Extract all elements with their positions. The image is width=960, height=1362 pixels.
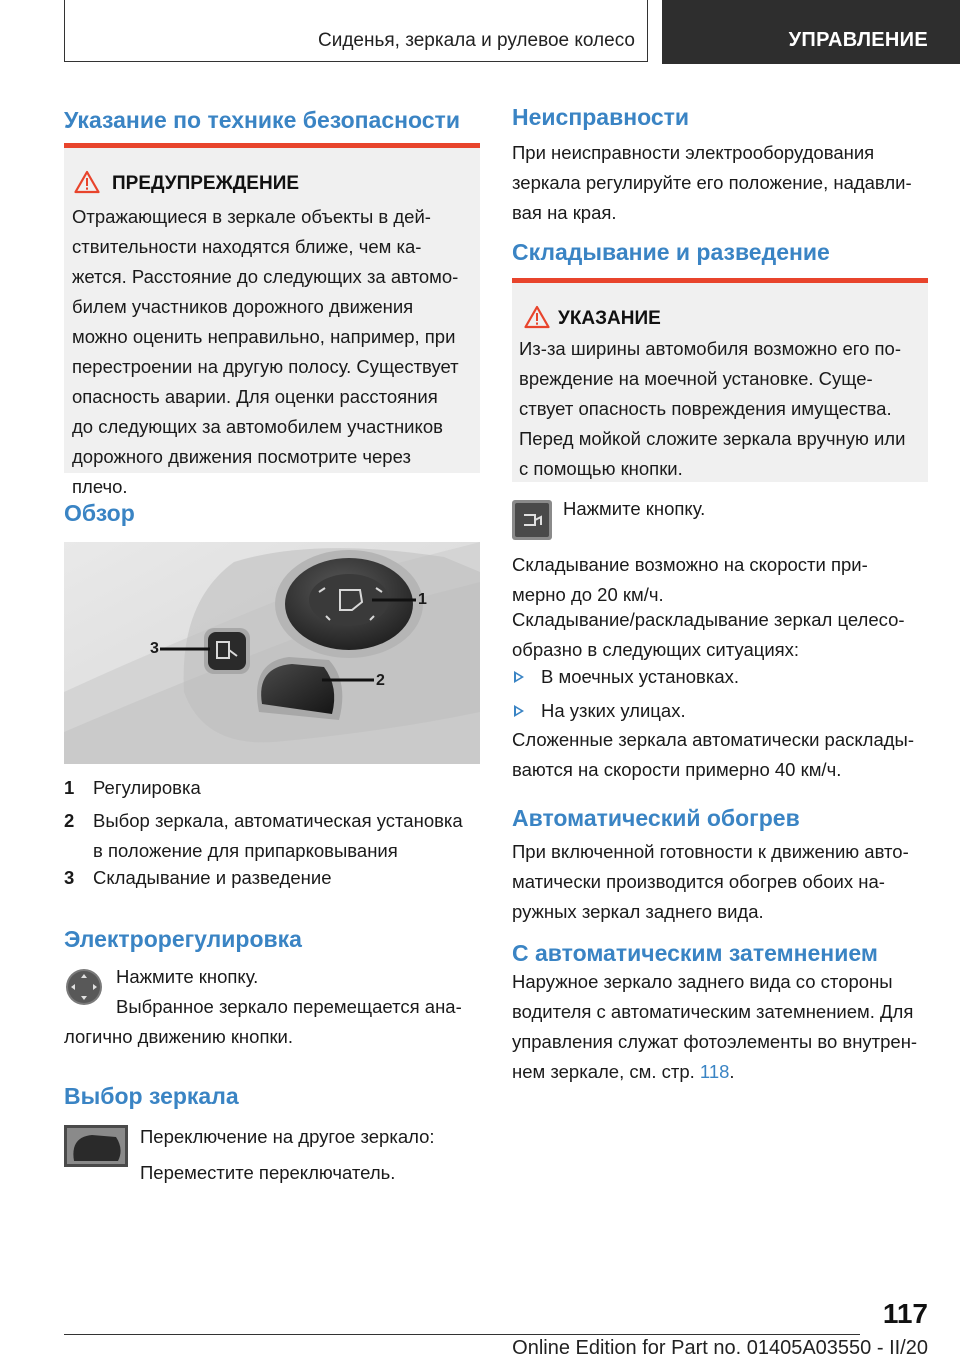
legend-text-3: Складывание и разведение — [93, 867, 332, 888]
electro-text: Нажмите кнопку. Выбранное зеркало перемещается ана- логично движению кнопки. — [64, 966, 462, 1047]
mirror-selector-switch-icon — [64, 1125, 128, 1167]
press-button-text: Нажмите кнопку. — [563, 498, 706, 519]
callout-1: 1 — [418, 591, 427, 608]
legend-num-3: 3 — [64, 867, 75, 888]
warning-title: ПРЕДУПРЕЖДЕНИЕ — [112, 173, 300, 194]
bullet-icon — [514, 671, 524, 683]
fault-heading: Неисправности — [512, 104, 690, 130]
footer-edition: Online Edition for Part no. 01405A03550 - II/20 — [512, 1337, 928, 1359]
page-number: 117 — [882, 1298, 928, 1329]
select-mirror-heading: Выбор зеркала — [64, 1083, 239, 1109]
callout-2: 2 — [376, 672, 385, 689]
select-mirror-text: Переключение на другое зеркало: Переместите переключатель. — [140, 1126, 435, 1183]
notice-title: УКАЗАНИЕ — [558, 308, 661, 329]
notice-triangle-icon — [524, 305, 550, 329]
auto-unfold-text: Сложенные зеркала автоматически расклады- ваются на скорости примерно 40 км/ч. — [512, 729, 915, 780]
legend-text-2: Выбор зеркала, автоматическая установка в положение для припарковывания — [93, 810, 463, 861]
fold-situations-text: Складывание/раскладывание зеркал целесо- образно в следующих ситуациях: — [512, 609, 905, 660]
fault-text: При неисправности электрооборудования зеркала регулируйте его положение, надавли- вая на края. — [512, 142, 912, 223]
footer-rule — [64, 1334, 860, 1335]
fold-speed-text: Складывание возможно на скорости при- мерно до 20 км/ч. — [512, 554, 868, 605]
safety-heading: Указание по технике безопасности — [64, 107, 460, 133]
mirror-controls-photo — [64, 542, 480, 764]
auto-dimming-heading: С автоматическим затемнением — [512, 940, 878, 966]
auto-dimming-text: Наружное зеркало заднего вида со стороны водителя с автоматическим затемнением. Для управления служат фотоэлементы во внутрен- нем зеркале, см. стр. 118. — [512, 971, 918, 1082]
warning-text: Отражающиеся в зеркале объекты в дей- ствительности находятся ближе, чем ка- жется. Расстояние до следующих за автомо- билем участников дорожного движения можно оценить неправильно, например, при перестроении на другую полосу. Существует опасность аварии. Для оценки расстояния до следующих за автомобилем участников дорожного движения посмотрите через плечо. — [72, 206, 459, 497]
notice-box — [512, 283, 928, 482]
header-chapter-tab — [662, 0, 960, 64]
legend-text-1: Регулировка — [93, 777, 201, 798]
warning-triangle-icon — [74, 170, 100, 194]
heating-heading: Автоматический обогрев — [512, 805, 800, 831]
fold-heading: Складывание и разведение — [512, 239, 830, 265]
bullet-narrow-streets: На узких улицах. — [541, 700, 686, 721]
page-link-118[interactable]: 118 — [699, 1061, 730, 1082]
bullet-icon — [514, 705, 524, 717]
legend-num-2: 2 — [64, 810, 75, 831]
heating-text: При включенной готовности к движению авто- матически производится обогрев обоих на- ружных зеркал заднего вида. — [512, 841, 909, 922]
header-section-title: Сиденья, зеркала и рулевое колесо — [318, 30, 635, 51]
header-section-box — [64, 0, 648, 62]
bullet-car-wash: В моечных установках. — [541, 666, 740, 687]
notice-text: Из-за ширины автомобиля возможно его по- вреждение на моечной установке. Суще- ствует опасность повреждения имущества. Перед мойкой сложите зеркала вручную или с помощью кнопки. — [519, 338, 906, 479]
legend-num-1: 1 — [64, 777, 75, 798]
callout-3: 3 — [150, 640, 159, 657]
overview-heading: Обзор — [64, 500, 135, 526]
warning-box — [64, 148, 480, 497]
electro-heading: Электрорегулировка — [64, 926, 302, 952]
fold-mirror-button-icon — [512, 500, 552, 540]
header-chapter-title: УПРАВЛЕНИЕ — [788, 29, 928, 51]
